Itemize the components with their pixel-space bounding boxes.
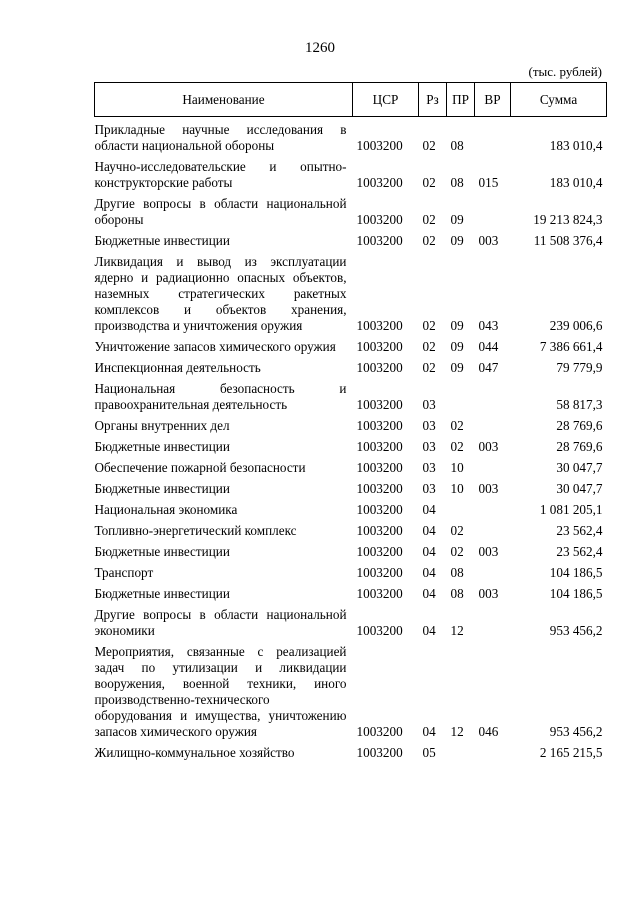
header-vr: ВР (475, 83, 511, 117)
cell-vr: 046 (478, 724, 499, 739)
cell-sum: 79 779,9 (556, 360, 603, 375)
cell-sum: 953 456,2 (549, 724, 603, 739)
cell-vr (475, 740, 511, 761)
cell-csr: 1003200 (356, 138, 403, 153)
cell-name: Научно-исследовательские и опытно-конструкторские работы (94, 159, 347, 190)
cell-sum: 1 081 205,1 (539, 502, 603, 517)
cell-csr: 1003200 (356, 339, 403, 354)
cell-csr: 1003200 (356, 745, 403, 760)
table-body (95, 117, 607, 762)
cell-vr (475, 191, 511, 228)
header-pr: ПР (447, 83, 475, 117)
cell-rz: 02 (422, 175, 436, 190)
cell-rz: 03 (422, 397, 436, 412)
page-number: 1260 (305, 40, 335, 56)
cell-name: Национальная безопасность и правоохранительная деятельность (94, 381, 347, 412)
cell-rz: 03 (422, 460, 436, 475)
cell-name: Бюджетные инвестиции (94, 439, 230, 454)
cell-pr: 08 (450, 138, 464, 153)
cell-rz: 02 (422, 318, 436, 333)
cell-vr (475, 117, 511, 155)
cell-csr: 1003200 (356, 212, 403, 227)
cell-rz: 03 (422, 418, 436, 433)
cell-sum: 30 047,7 (556, 481, 603, 496)
cell-sum: 19 213 824,3 (533, 212, 603, 227)
cell-name: Национальная экономика (94, 502, 238, 517)
cell-vr: 003 (478, 439, 499, 454)
cell-sum: 953 456,2 (549, 623, 603, 638)
cell-rz: 03 (422, 439, 436, 454)
cell-rz: 02 (422, 360, 436, 375)
cell-name: Прикладные научные исследования в области национальной обороны (94, 122, 347, 153)
table-row (95, 740, 607, 761)
cell-rz: 02 (422, 212, 436, 227)
cell-rz: 04 (422, 623, 436, 638)
cell-vr: 003 (478, 544, 499, 559)
cell-vr: 003 (478, 233, 499, 248)
cell-csr: 1003200 (356, 623, 403, 638)
cell-name: Бюджетные инвестиции (94, 233, 230, 248)
cell-csr: 1003200 (356, 175, 403, 190)
cell-csr: 1003200 (356, 502, 403, 517)
cell-sum: 58 817,3 (556, 397, 603, 412)
cell-name: Другие вопросы в области национальной экономики (94, 607, 347, 638)
cell-csr: 1003200 (356, 360, 403, 375)
cell-name: Топливно-энергетический комплекс (94, 523, 297, 538)
table-row (95, 413, 607, 434)
cell-pr: 12 (450, 623, 464, 638)
cell-pr: 09 (450, 233, 464, 248)
cell-csr: 1003200 (356, 523, 403, 538)
cell-pr: 09 (450, 318, 464, 333)
units-label: (тыс. рублей) (528, 64, 602, 79)
cell-sum: 183 010,4 (549, 138, 603, 153)
cell-rz: 04 (422, 523, 436, 538)
cell-csr: 1003200 (356, 439, 403, 454)
table-row (95, 518, 607, 539)
cell-pr: 02 (450, 439, 464, 454)
cell-rz: 04 (422, 724, 436, 739)
cell-vr (475, 497, 511, 518)
cell-rz: 05 (422, 745, 436, 760)
cell-vr: 043 (478, 318, 499, 333)
table-row (95, 334, 607, 355)
cell-name: Жилищно-коммунальное хозяйство (94, 745, 295, 760)
cell-sum: 104 186,5 (549, 565, 603, 580)
cell-pr: 08 (450, 175, 464, 190)
cell-rz: 03 (422, 481, 436, 496)
cell-pr: 09 (450, 212, 464, 227)
cell-name: Другие вопросы в области национальной обороны (94, 196, 347, 227)
header-name: Наименование (95, 83, 353, 117)
table-row (95, 581, 607, 602)
table-row (95, 497, 607, 518)
table-row (95, 355, 607, 376)
cell-vr (475, 376, 511, 413)
cell-csr: 1003200 (356, 724, 403, 739)
cell-pr: 08 (450, 586, 464, 601)
cell-vr: 003 (478, 586, 499, 601)
cell-csr: 1003200 (356, 544, 403, 559)
cell-csr: 1003200 (356, 586, 403, 601)
table-row (95, 228, 607, 249)
table-header-row (95, 83, 607, 117)
cell-name: Бюджетные инвестиции (94, 544, 230, 559)
cell-csr: 1003200 (356, 460, 403, 475)
cell-csr: 1003200 (356, 565, 403, 580)
cell-name: Инспекционная деятельность (94, 360, 261, 375)
cell-csr: 1003200 (356, 318, 403, 333)
cell-name: Обеспечение пожарной безопасности (94, 460, 306, 475)
cell-sum: 2 165 215,5 (539, 745, 603, 760)
cell-pr (447, 376, 475, 413)
cell-vr (475, 413, 511, 434)
table-row (95, 455, 607, 476)
cell-rz: 04 (422, 544, 436, 559)
table-row (95, 539, 607, 560)
table-row (95, 117, 607, 155)
cell-vr: 003 (478, 481, 499, 496)
cell-pr: 02 (450, 418, 464, 433)
cell-vr: 015 (478, 175, 499, 190)
cell-csr: 1003200 (356, 481, 403, 496)
cell-sum: 11 508 376,4 (533, 233, 603, 248)
header-sum: Сумма (511, 83, 607, 117)
cell-vr: 047 (478, 360, 499, 375)
cell-pr: 02 (450, 544, 464, 559)
cell-name: Бюджетные инвестиции (94, 586, 230, 601)
cell-pr (447, 740, 475, 761)
header-rz: Рз (419, 83, 447, 117)
cell-sum: 23 562,4 (556, 523, 603, 538)
cell-name: Транспорт (94, 565, 154, 580)
cell-pr: 09 (450, 360, 464, 375)
cell-rz: 04 (422, 565, 436, 580)
table-row (95, 639, 607, 740)
cell-pr: 10 (450, 460, 464, 475)
cell-rz: 02 (422, 339, 436, 354)
cell-vr (475, 602, 511, 639)
table-row (95, 249, 607, 334)
cell-name: Бюджетные инвестиции (94, 481, 230, 496)
cell-name: Мероприятия, связанные с реализацией задач по утилизации и ликвидации вооружения, военной техники, иного производственно-технического оборудования и имущества, уничтожению запасов химического оружия (94, 644, 347, 739)
cell-name: Органы внутренних дел (94, 418, 230, 433)
cell-vr (475, 455, 511, 476)
cell-csr: 1003200 (356, 418, 403, 433)
cell-rz: 04 (422, 586, 436, 601)
cell-sum: 7 386 661,4 (539, 339, 603, 354)
cell-rz: 04 (422, 502, 436, 517)
header-csr: ЦСР (353, 83, 419, 117)
cell-sum: 183 010,4 (549, 175, 603, 190)
cell-rz: 02 (422, 138, 436, 153)
cell-pr: 02 (450, 523, 464, 538)
cell-sum: 23 562,4 (556, 544, 603, 559)
budget-table (94, 82, 607, 761)
table-row (95, 560, 607, 581)
table-row (95, 154, 607, 191)
cell-vr (475, 560, 511, 581)
cell-pr: 08 (450, 565, 464, 580)
cell-pr (447, 497, 475, 518)
cell-rz: 02 (422, 233, 436, 248)
cell-pr: 12 (450, 724, 464, 739)
cell-sum: 28 769,6 (556, 418, 603, 433)
table-row (95, 191, 607, 228)
table-row (95, 434, 607, 455)
table-row (95, 476, 607, 497)
cell-pr: 10 (450, 481, 464, 496)
cell-sum: 28 769,6 (556, 439, 603, 454)
table-row (95, 376, 607, 413)
cell-name: Уничтожение запасов химического оружия (94, 339, 336, 354)
cell-vr: 044 (478, 339, 499, 354)
cell-vr (475, 518, 511, 539)
cell-name: Ликвидация и вывод из эксплуатации ядерно и радиационно опасных объектов, наземных стратегических ракетных комплексов и объектов хранения, производства и уничтожения оружия (94, 254, 347, 333)
cell-sum: 239 006,6 (549, 318, 603, 333)
table-row (95, 602, 607, 639)
cell-sum: 104 186,5 (549, 586, 603, 601)
cell-csr: 1003200 (356, 397, 403, 412)
cell-sum: 30 047,7 (556, 460, 603, 475)
cell-pr: 09 (450, 339, 464, 354)
cell-csr: 1003200 (356, 233, 403, 248)
